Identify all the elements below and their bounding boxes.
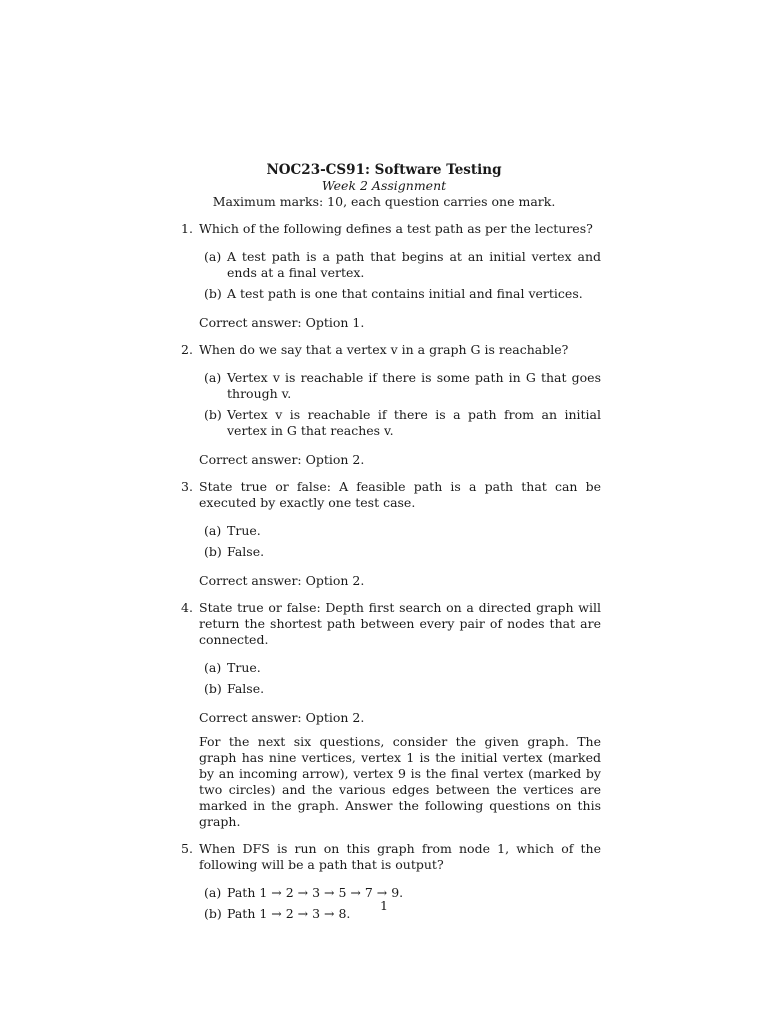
option-label: (b) [204,681,222,696]
question-number: 4. [181,600,193,615]
option-a [204,660,601,676]
correct-answer: Correct answer: Option 1. [199,315,365,330]
options-list [199,370,601,439]
option-text: Path 1 → 2 → 3 → 8. [227,906,351,921]
option-label: (a) [204,523,222,538]
assignment-subtitle: Week 2 Assignment [321,178,447,193]
question-text: When DFS is run on this graph from node 1, which of the following will be a path that is output? [199,841,601,872]
option-text: False. [227,681,265,696]
correct-answer: Correct answer: Option 2. [199,710,365,725]
option-text: True. [227,523,261,538]
options-list [199,523,601,560]
options-list [199,660,601,697]
question-number: 3. [181,479,193,494]
questions-section [181,221,601,933]
option-a [204,249,601,281]
question-text: When do we say that a vertex v in a graph G is reachable? [199,342,569,357]
option-a [204,523,601,539]
option-text: True. [227,660,261,675]
option-text: A test path is a path that begins at an initial vertex and ends at a final vertex. [227,249,601,280]
options-list [199,249,601,302]
intro-paragraph: For the next six questions, consider the given graph. The graph has nine vertices, vertex 1 is the initial vertex (marked by an incoming arrow), vertex 9 is the final vertex (marked by two circles) and the various edges between the vertices are marked in the graph. Answer the following questions on this graph. [199,734,601,829]
marks-info: Maximum marks: 10, each question carries one mark. [212,194,556,209]
option-b [204,407,601,439]
question-number: 5. [181,841,193,856]
question-text: Which of the following defines a test path as per the lectures? [199,221,593,236]
option-label: (a) [204,885,222,900]
option-label: (b) [204,544,222,559]
page-number: 1 [380,898,388,913]
option-label: (a) [204,370,222,385]
option-label: (b) [204,286,222,301]
option-text: Path 1 → 2 → 3 → 5 → 7 → 9. [227,885,404,900]
question-4 [181,600,601,830]
option-label: (a) [204,249,222,264]
correct-answer: Correct answer: Option 2. [199,452,365,467]
option-a [204,370,601,402]
option-text: False. [227,544,265,559]
option-text: A test path is one that contains initial and final vertices. [227,286,583,301]
option-label: (b) [204,407,222,422]
option-text: Vertex v is reachable if there is some path in G that goes through v. [227,370,601,401]
question-3 [181,479,601,589]
question-text: State true or false: Depth first search on a directed graph will return the shortest path between every pair of nodes that are connected. [199,600,601,647]
option-text: Vertex v is reachable if there is a path from an initial vertex in G that reaches v. [227,407,601,438]
question-text: State true or false: A feasible path is a path that can be executed by exactly one test case. [199,479,601,510]
question-2 [181,342,601,468]
option-b [204,681,601,697]
option-b [204,286,601,302]
question-number: 2. [181,342,193,357]
correct-answer: Correct answer: Option 2. [199,573,365,588]
question-number: 1. [181,221,193,236]
course-title: NOC23-CS91: Software Testing [266,162,502,178]
document-header [0,162,768,210]
option-label: (a) [204,660,222,675]
option-label: (b) [204,906,222,921]
question-1 [181,221,601,331]
option-b [204,544,601,560]
